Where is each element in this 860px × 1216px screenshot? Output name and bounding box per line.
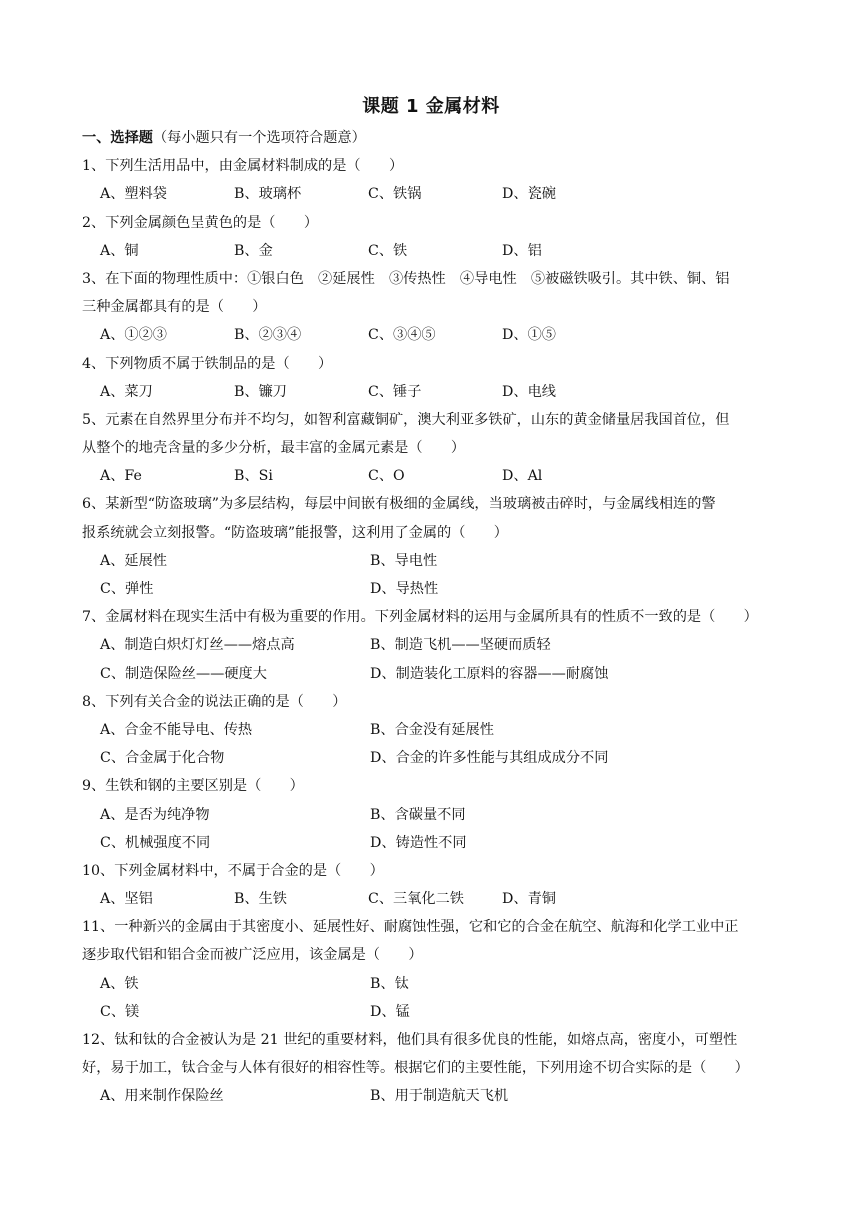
- question-text: 逐步取代铝和铝合金而被广泛应用，该金属是（ ）: [82, 947, 423, 964]
- options-row: [82, 321, 780, 349]
- option-a: A、Fe: [100, 468, 142, 485]
- options-row: [82, 801, 780, 829]
- option-d: D、铝: [502, 242, 542, 259]
- option-b: B、金: [234, 242, 273, 259]
- option-a: A、①②③: [100, 327, 167, 344]
- options-row: [82, 829, 780, 857]
- section-heading: 一、选择题: [82, 130, 153, 146]
- option-a: A、塑料袋: [100, 186, 167, 203]
- option-c: C、弹性: [100, 581, 154, 597]
- question-text: 从整个的地壳含量的多少分析，最丰富的金属元素是（ ）: [82, 440, 466, 457]
- question-text: 9、生铁和钢的主要区别是（ ）: [82, 778, 304, 795]
- option-b: B、玻璃杯: [234, 186, 302, 203]
- question: [82, 913, 780, 1026]
- option-c: C、制造保险丝——硬度大: [100, 665, 267, 682]
- options-row: [82, 885, 780, 913]
- options-row: [82, 1082, 780, 1110]
- option-b: B、镰刀: [234, 383, 287, 400]
- question-text: 4、下列物质不属于铁制品的是（ ）: [82, 355, 333, 372]
- options-row: [82, 575, 780, 603]
- question: [82, 350, 780, 406]
- option-d: D、合金的许多性能与其组成成分不同: [370, 750, 609, 767]
- option-c: C、三氧化二铁: [368, 891, 464, 908]
- option-b: B、②③④: [234, 327, 302, 344]
- options-row: [82, 998, 780, 1026]
- question: [82, 688, 780, 773]
- question-list: [82, 152, 780, 1110]
- question-text: 12、钛和钛的合金被认为是 21 世纪的重要材料，他们具有很多优良的性能，如熔点高，密度小，可塑性: [82, 1032, 738, 1048]
- option-b: B、制造飞机——坚硬而质轻: [370, 637, 551, 654]
- option-b: B、钛: [370, 975, 409, 992]
- options-row: [82, 378, 780, 406]
- options-row: [82, 180, 780, 208]
- option-c: C、③④⑤: [368, 327, 436, 344]
- option-d: D、青铜: [502, 891, 556, 908]
- option-b: B、导电性: [370, 552, 438, 569]
- question-text: 10、下列金属材料中，不属于合金的是（ ）: [82, 862, 384, 879]
- option-d: D、导热性: [370, 581, 439, 597]
- options-row: [82, 716, 780, 744]
- option-a: A、铁: [100, 975, 139, 992]
- option-b: B、Si: [234, 468, 273, 485]
- question: [82, 265, 780, 350]
- options-row: [82, 462, 780, 490]
- options-row: [82, 237, 780, 265]
- question-text: 11、一种新兴的金属由于其密度小、延展性好、耐腐蚀性强，它和它的合金在航空、航海和化学工业中正: [82, 919, 739, 936]
- option-b: B、合金没有延展性: [370, 721, 494, 738]
- option-c: C、O: [368, 468, 405, 485]
- option-b: B、生铁: [234, 891, 287, 908]
- question-text: 5、元素在自然界里分布并不均匀，如智利富藏铜矿，澳大利亚多铁矿，山东的黄金储量居我国首位，但: [82, 411, 730, 428]
- option-c: C、锤子: [368, 383, 422, 400]
- question-text: 报系统就会立刻报警。“防盗玻璃”能报警，这利用了金属的（ ）: [82, 524, 508, 541]
- option-a: A、制造白炽灯灯丝——熔点高: [100, 637, 295, 654]
- option-c: C、机械强度不同: [100, 834, 211, 851]
- page-title: 课题 1 金属材料: [362, 96, 500, 117]
- option-a: A、合金不能导电、传热: [100, 721, 253, 738]
- question: [82, 490, 780, 603]
- options-row: [82, 744, 780, 772]
- question: [82, 772, 780, 857]
- options-row: [82, 631, 780, 659]
- question-text: 3、在下面的物理性质中：①银白色 ②延展性 ③传热性 ④导电性 ⑤被磁铁吸引。其中铁、铜、铝: [82, 270, 730, 287]
- options-row: [82, 660, 780, 688]
- option-a: A、坚铝: [100, 891, 153, 908]
- question-text: 8、下列有关合金的说法正确的是（ ）: [82, 693, 347, 710]
- option-a: A、用来制作保险丝: [100, 1088, 224, 1105]
- option-d: D、制造装化工原料的容器——耐腐蚀: [370, 665, 609, 682]
- option-a: A、菜刀: [100, 383, 153, 400]
- option-c: C、铁锅: [368, 186, 422, 203]
- question: [82, 152, 780, 208]
- options-row: [82, 970, 780, 998]
- option-c: C、镁: [100, 1003, 140, 1020]
- section-note: （每小题只有一个选项符合题意）: [152, 130, 366, 146]
- option-c: C、铁: [368, 242, 408, 259]
- question: [82, 603, 780, 688]
- question: [82, 406, 780, 491]
- option-a: A、铜: [100, 242, 139, 259]
- option-c: C、合金属于化合物: [100, 750, 225, 767]
- question-text: 好，易于加工，钛合金与人体有很好的相容性等。根据它们的主要性能，下列用途不切合实际的是（ ）: [82, 1060, 749, 1077]
- option-d: D、瓷碗: [502, 186, 556, 203]
- question-text: 1、下列生活用品中，由金属材料制成的是（ ）: [82, 158, 404, 175]
- option-a: A、延展性: [100, 552, 167, 569]
- question-text: 6、某新型“防盗玻璃”为多层结构，每层中间嵌有极细的金属线，当玻璃被击碎时，与金属线相连的警: [82, 496, 716, 513]
- option-d: D、电线: [502, 383, 556, 400]
- question-text: 三种金属都具有的是（ ）: [82, 299, 267, 316]
- option-b: B、含碳量不同: [370, 806, 466, 823]
- question-text: 2、下列金属颜色呈黄色的是（ ）: [82, 214, 319, 231]
- option-d: D、铸造性不同: [370, 834, 467, 851]
- options-row: [82, 547, 780, 575]
- option-b: B、用于制造航天飞机: [370, 1088, 509, 1105]
- option-d: D、锰: [370, 1003, 410, 1020]
- section-heading-line: [82, 124, 780, 152]
- option-a: A、是否为纯净物: [100, 806, 210, 823]
- question: [82, 209, 780, 265]
- question: [82, 1026, 780, 1111]
- option-d: D、①⑤: [502, 327, 556, 344]
- question-text: 7、金属材料在现实生活中有极为重要的作用。下列金属材料的运用与金属所具有的性质不一致的是（ ）: [82, 609, 758, 626]
- option-d: D、Al: [502, 468, 543, 485]
- question: [82, 857, 780, 913]
